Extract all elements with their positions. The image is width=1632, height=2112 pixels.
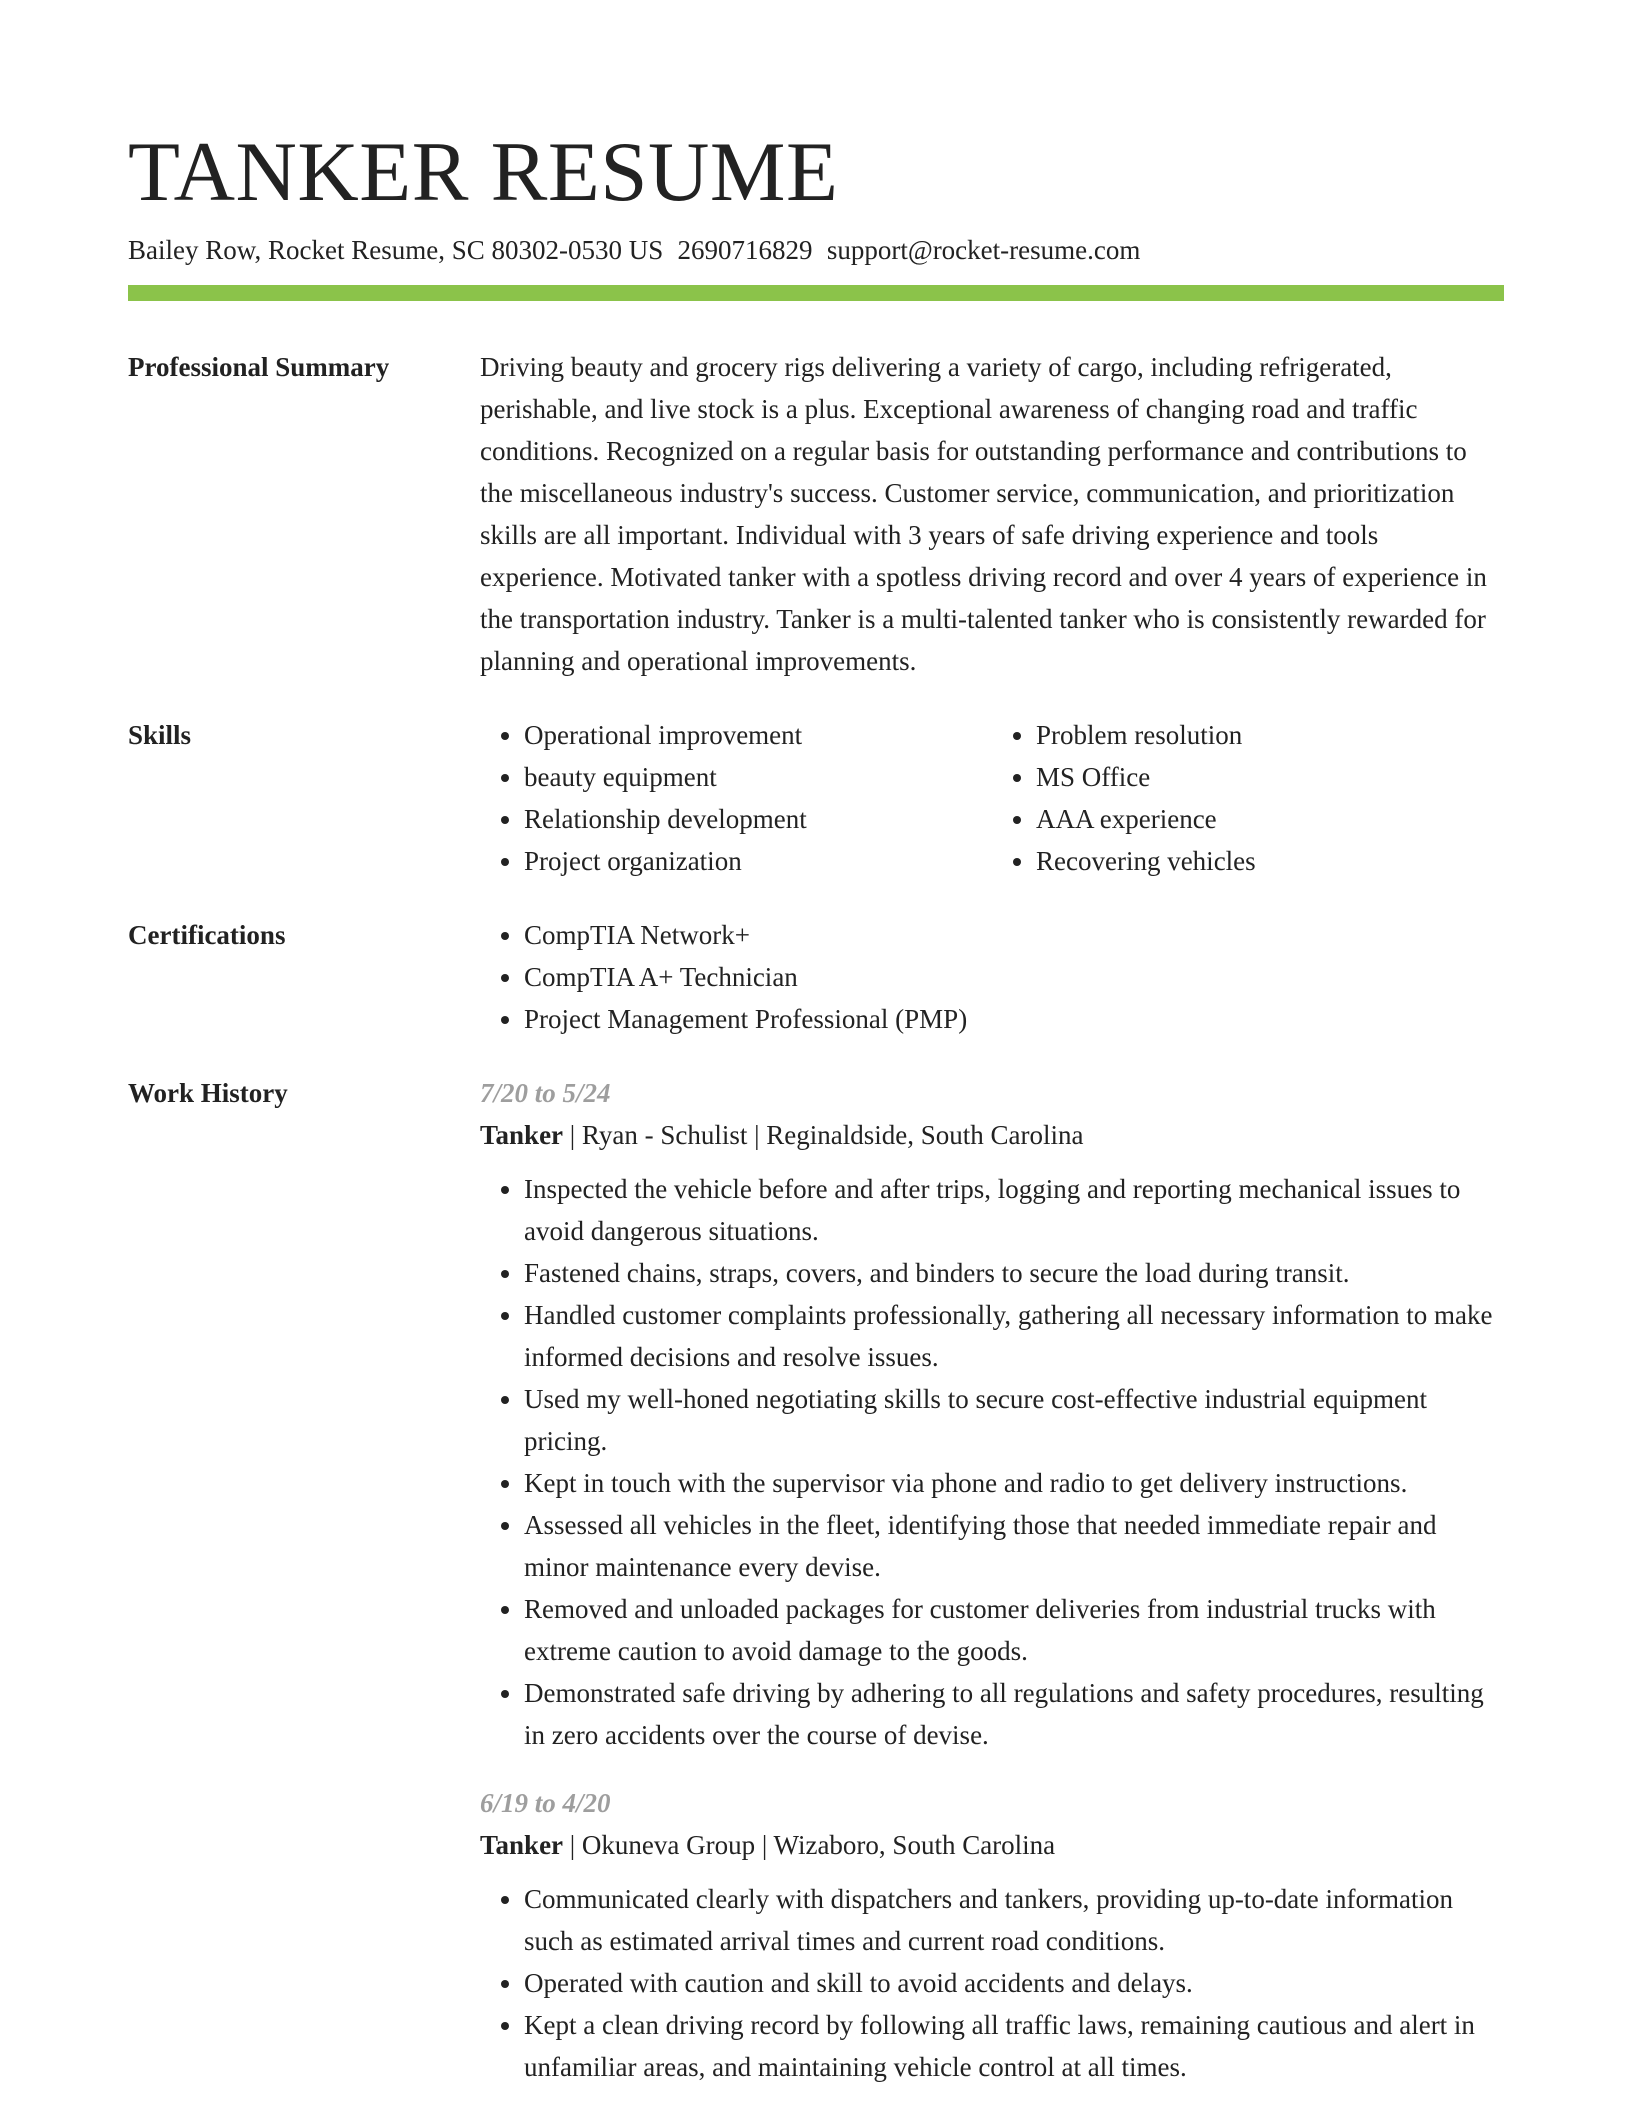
contact-address: Bailey Row, Rocket Resume, SC 80302-0530 US [128, 235, 664, 265]
skills-list-left [480, 714, 992, 882]
job-bullets [480, 1168, 1504, 1756]
summary-text: Driving beauty and grocery rigs delivering a variety of cargo, including refrigerated, perishable, and live stock is a plus. Exceptional awareness of changing road and traffic conditions. Recognized on a regular basis for outstanding performance and contributions to the miscellaneous industry's success. Customer service, communication, and prioritization skills are all important. Individual with 3 years of safe driving experience and tools experience. Motivated tanker with a spotless driving record and over 4 years of experience in the transportation industry. Tanker is a multi-talented tanker who is consistently rewarded for planning and operational improvements. [480, 352, 1487, 676]
job-bullet: • Operated with caution and skill to avoid accidents and delays. [524, 1962, 1504, 2004]
job-title: Tanker [480, 1120, 564, 1150]
job-title: Tanker [480, 1830, 564, 1860]
certifications-list [480, 914, 1504, 1040]
header-accent-rule [128, 285, 1504, 301]
job-bullet: • Assessed all vehicles in the fleet, identifying those that needed immediate repair and minor maintenance every devise. [524, 1504, 1504, 1588]
job-dates: 6/19 to 4/20 [480, 1788, 611, 1818]
skills-body [480, 714, 1504, 882]
contact-email[interactable]: support@rocket-resume.com [826, 235, 1141, 265]
job-title-line [480, 1114, 1504, 1156]
contact-line [128, 230, 1140, 270]
job-bullet: • Handled customer complaints professionally, gathering all necessary information to make informed decisions and resolve issues. [524, 1294, 1504, 1378]
contact-phone: 2690716829 [677, 235, 813, 265]
job-bullet: • Kept in touch with the supervisor via phone and radio to get delivery instructions. [524, 1462, 1504, 1504]
job-employer-location: | Ryan - Schulist | Reginaldside, South Carolina [563, 1120, 1084, 1150]
job-employer-location: | Okuneva Group | Wizaboro, South Carolina [563, 1830, 1056, 1860]
job-bullets [480, 1878, 1504, 2088]
skill-item: • beauty equipment [524, 756, 992, 798]
work-history-label: Work History [128, 1078, 288, 1108]
skill-item: • AAA experience [1036, 798, 1504, 840]
job-entry [480, 1782, 1504, 2088]
skill-item: • Project organization [524, 840, 992, 882]
skills-grid [480, 714, 1504, 882]
job-entry [480, 1072, 1504, 1756]
summary-label: Professional Summary [128, 352, 390, 382]
job-bullet: • Communicated clearly with dispatchers and tankers, providing up-to-date information such as estimated arrival times and current road conditions. [524, 1878, 1504, 1962]
job-bullet: • Fastened chains, straps, covers, and binders to secure the load during transit. [524, 1252, 1504, 1294]
skills-label: Skills [128, 720, 192, 750]
skill-item: • MS Office [1036, 756, 1504, 798]
job-bullet: • Demonstrated safe driving by adhering to all regulations and safety procedures, resulting in zero accidents over the course of devise. [524, 1672, 1504, 1756]
job-bullet: • Kept a clean driving record by following all traffic laws, remaining cautious and alert in unfamiliar areas, and maintaining vehicle control at all times. [524, 2004, 1504, 2088]
skill-item: • Recovering vehicles [1036, 840, 1504, 882]
certification-item: • CompTIA Network+ [524, 914, 1504, 956]
certifications-body [480, 914, 1504, 1040]
job-dates: 7/20 to 5/24 [480, 1078, 611, 1108]
skill-item: • Problem resolution [1036, 714, 1504, 756]
resume-title: TANKER RESUME [128, 125, 839, 219]
job-title-line [480, 1824, 1504, 1866]
job-bullet: • Inspected the vehicle before and after trips, logging and reporting mechanical issues to avoid dangerous situations. [524, 1168, 1504, 1252]
certification-item: • Project Management Professional (PMP) [524, 998, 1504, 1040]
summary-body [480, 346, 1504, 682]
job-bullet: • Used my well-honed negotiating skills to secure cost-effective industrial equipment pricing. [524, 1378, 1504, 1462]
skill-item: • Relationship development [524, 798, 992, 840]
certifications-label: Certifications [128, 920, 286, 950]
certification-item: • CompTIA A+ Technician [524, 956, 1504, 998]
skill-item: • Operational improvement [524, 714, 992, 756]
skills-list-right [992, 714, 1504, 882]
work-history-body [480, 1072, 1504, 2088]
job-bullet: • Removed and unloaded packages for customer deliveries from industrial trucks with extreme caution to avoid damage to the goods. [524, 1588, 1504, 1672]
